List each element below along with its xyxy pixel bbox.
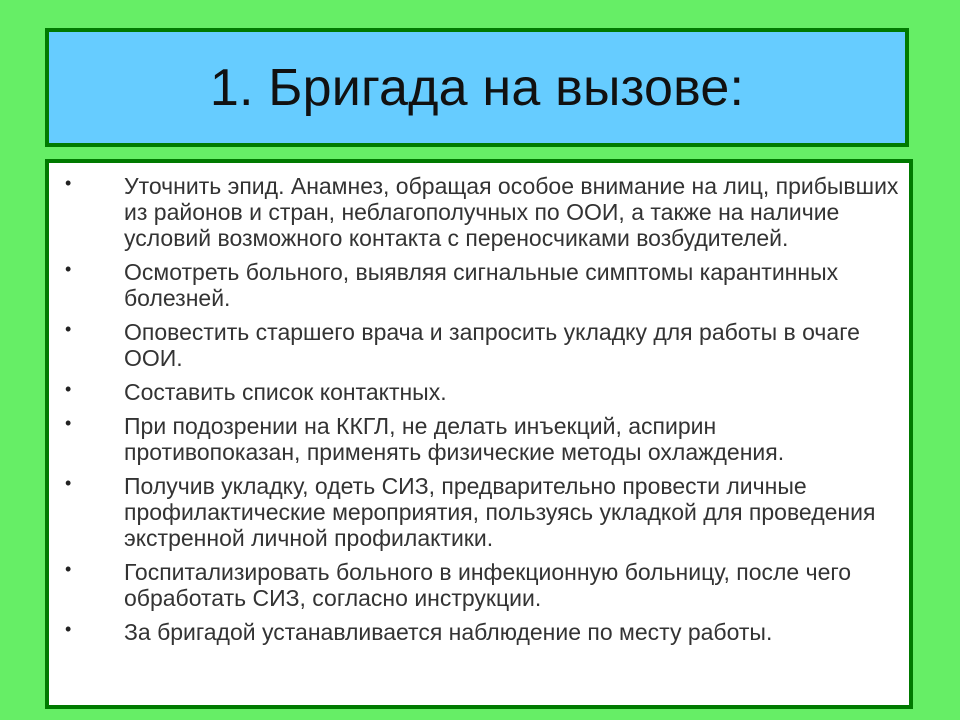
bullet-text: Получив укладку, одеть СИЗ, предварительно провести личные профилактические мероприятия, пользуясь укладкой для проведения экстренной личной профилактики. — [124, 473, 876, 551]
bullet-dot-icon: • — [65, 619, 72, 639]
bullet-item — [49, 413, 899, 465]
bullet-text: Составить список контактных. — [124, 379, 447, 405]
bullet-dot-icon: • — [65, 319, 72, 339]
bullet-item — [49, 259, 899, 311]
bullet-item — [49, 319, 899, 371]
bullet-item — [49, 473, 899, 551]
bullet-dot-icon: • — [65, 559, 72, 579]
bullet-text: Оповестить старшего врача и запросить укладку для работы в очаге ООИ. — [124, 319, 860, 371]
bullet-text: Госпитализировать больного в инфекционную больницу, после чего обработать СИЗ, согласно инструкции. — [124, 559, 852, 611]
slide-title: 1. Бригада на вызове: — [209, 58, 745, 117]
bullet-text: Осмотреть больного, выявляя сигнальные симптомы карантинных болезней. — [124, 259, 839, 311]
content-box — [45, 159, 913, 709]
bullet-text: При подозрении на ККГЛ, не делать инъекций, аспирин противопоказан, применять физические методы охлаждения. — [124, 413, 785, 465]
bullet-dot-icon: • — [65, 473, 72, 493]
title-box — [45, 28, 909, 147]
bullet-dot-icon: • — [65, 173, 72, 193]
bullet-item — [49, 173, 899, 251]
bullet-dot-icon: • — [65, 259, 72, 279]
bullet-list — [49, 163, 909, 645]
bullet-text: За бригадой устанавливается наблюдение по месту работы. — [124, 619, 773, 645]
bullet-item — [49, 379, 899, 405]
bullet-dot-icon: • — [65, 413, 72, 433]
bullet-text: Уточнить эпид. Анамнез, обращая особое внимание на лиц, прибывших из районов и стран, неблагополучных по ООИ, а также на наличие условий возможного контакта с переносчиками возбудителей. — [124, 173, 899, 251]
bullet-item — [49, 559, 899, 611]
bullet-dot-icon: • — [65, 379, 72, 399]
bullet-item — [49, 619, 899, 645]
